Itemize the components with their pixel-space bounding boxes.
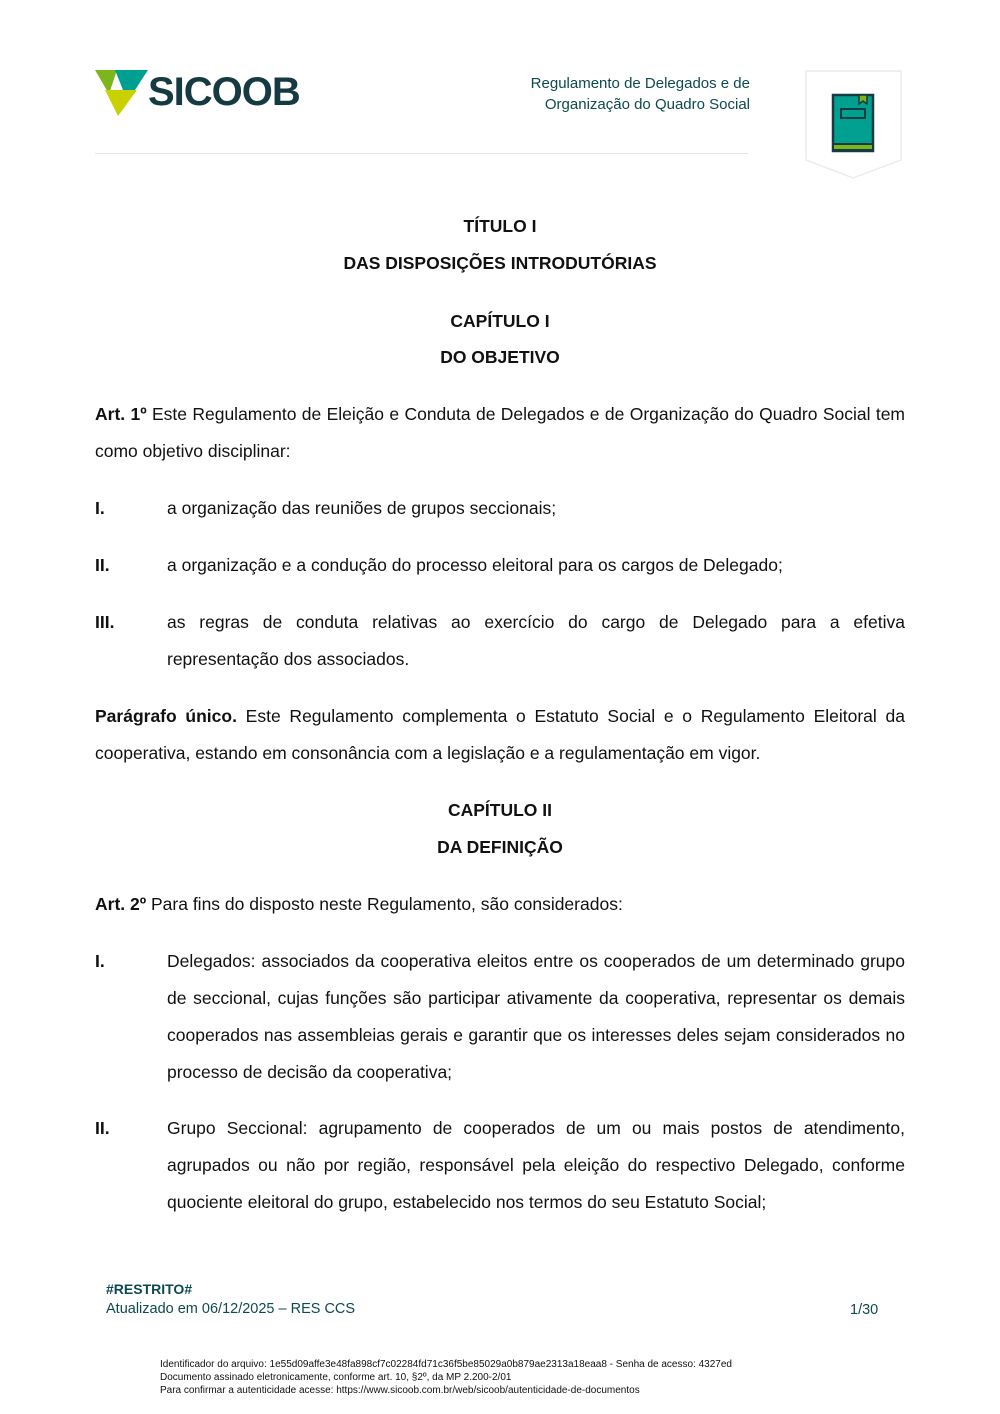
- logo-text: SICOOB: [148, 70, 300, 114]
- signature-info: [160, 1358, 732, 1397]
- list-item: [95, 490, 905, 527]
- page-number: 1/30: [850, 1302, 879, 1318]
- article-text: Para fins do disposto neste Regulamento, são considerados:: [146, 894, 623, 914]
- book-badge: [805, 70, 902, 180]
- chapter-subheading: DA DEFINIÇÃO: [437, 837, 563, 857]
- signature-notice: Documento assinado eletronicamente, conforme art. 10, §2º, da MP 2.200-2/01: [160, 1372, 512, 1383]
- chapter-subheading: DO OBJETIVO: [440, 347, 560, 367]
- authenticity-link[interactable]: Para confirmar a autenticidade acesse: https://www.sicoob.com.br/web/sicoob/autenticidade-de-documentos: [160, 1385, 640, 1396]
- item-text: Delegados: associados da cooperativa eleitos entre os cooperados de um determinado grupo de seccional, cujas funções são participar ativamente da cooperativa, representar os demais cooperados nas assembleias gerais e garantir que os interesses deles sejam considerados no processo de decisão da cooperativa;: [167, 951, 905, 1082]
- paragrafo-unico: [95, 698, 905, 772]
- item-number: II.: [95, 1118, 110, 1138]
- article-label: Art. 1º: [95, 404, 147, 424]
- paragraph-text: Este Regulamento complementa o Estatuto Social e o Regulamento Eleitoral da cooperativa, estando em consonância com a legislação e a regulamentação em vigor.: [95, 706, 905, 763]
- title-heading: TÍTULO I: [463, 216, 537, 236]
- chapter-heading: CAPÍTULO II: [447, 800, 553, 820]
- item-number: III.: [95, 612, 115, 632]
- item-number: I.: [95, 951, 105, 971]
- item-text: as regras de conduta relativas ao exercício do cargo de Delegado para a efetiva representação dos associados.: [167, 612, 905, 669]
- document-title: [531, 73, 750, 115]
- article-text: Este Regulamento de Eleição e Conduta de Delegados e de Organização do Quadro Social tem como objetivo disciplinar:: [95, 404, 906, 461]
- item-text: a organização e a condução do processo eleitoral para os cargos de Delegado;: [167, 555, 783, 575]
- item-text: Grupo Seccional: agrupamento de cooperados de um ou mais postos de atendimento, agrupados ou não por região, responsável pela eleição do respectivo Delegado, conforme quociente eleitoral do grupo, estabelecido nos termos do seu Estatuto Social;: [167, 1118, 905, 1212]
- item-number: II.: [95, 555, 110, 575]
- item-number: I.: [95, 498, 105, 518]
- document-title-line: Organização do Quadro Social: [544, 96, 750, 113]
- list-item: [95, 943, 905, 1091]
- paragraph-label: Parágrafo único.: [95, 706, 237, 726]
- article-1: [95, 396, 905, 470]
- document-title-line: Regulamento de Delegados e de: [530, 75, 750, 92]
- sicoob-logo: [95, 68, 310, 118]
- article-2: [95, 886, 905, 923]
- list-item: [95, 547, 905, 584]
- article-label: Art. 2º: [95, 894, 147, 914]
- header-divider: [95, 153, 748, 154]
- book-icon: [805, 70, 902, 180]
- list-item: [95, 604, 905, 678]
- file-identifier: Identificador do arquivo: 1e55d09affe3e48fa898cf7c02284fd71c36f5be85029a0b879ae2313a18eaa8 - Senha de acesso: 4327ed: [160, 1359, 732, 1370]
- updated-date: Atualizado em 06/12/2025 – RES CCS: [106, 1301, 356, 1317]
- sicoob-logo-icon: [95, 68, 150, 118]
- item-text: a organização das reuniões de grupos seccionais;: [167, 498, 557, 518]
- list-item: [95, 1110, 905, 1221]
- classification-label: #RESTRITO#: [106, 1281, 193, 1297]
- title-subheading: DAS DISPOSIÇÕES INTRODUTÓRIAS: [343, 253, 657, 273]
- chapter-heading: CAPÍTULO I: [450, 311, 550, 331]
